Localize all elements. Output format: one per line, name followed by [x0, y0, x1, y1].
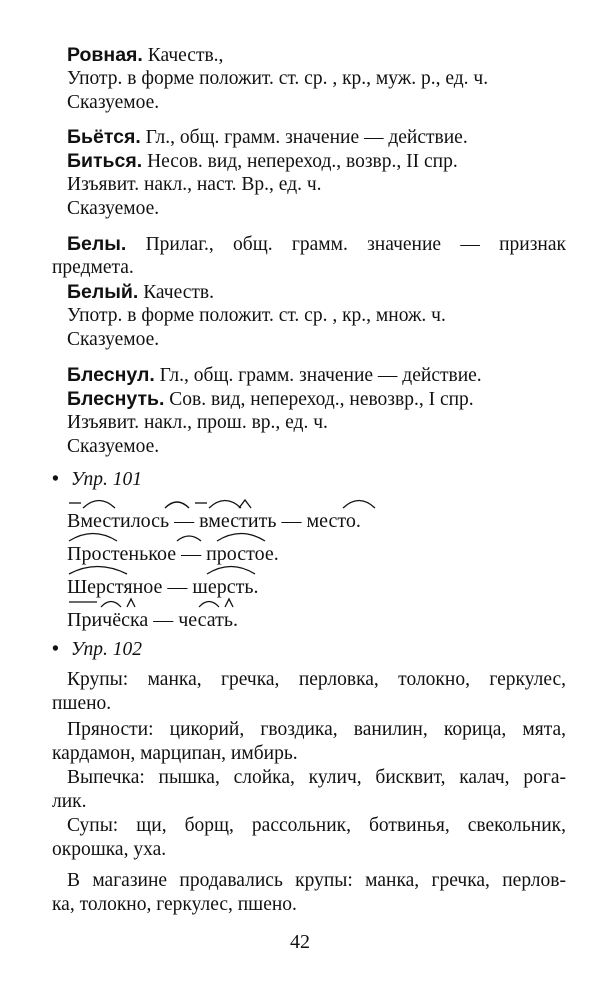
- entry-headword: Блеснуть.: [67, 388, 165, 410]
- paragraph-line: Выпечка: пышка, слойка, кулич, бисквит, калач, рога-: [67, 767, 566, 788]
- entry-headword: Ровная.: [67, 44, 143, 66]
- paragraph-line: кардамон, марципан, имбирь.: [52, 743, 298, 764]
- entry-line: Сказуемое.: [67, 329, 160, 350]
- paragraph-line: В магазине продавались крупы: манка, гречка, перлов-: [67, 870, 566, 891]
- entry-headword: Бьётся.: [67, 126, 141, 148]
- paragraph-line: пшено.: [52, 693, 112, 714]
- entry-line: Употр. в форме положит. ст. ср. , кр., муж. р., ед. ч.: [67, 68, 489, 89]
- entry-line: Сказуемое.: [67, 436, 160, 457]
- entry-line: Ровная. Качеств.,: [67, 44, 224, 66]
- exercise-101-heading: [52, 468, 142, 492]
- entry-line: Сказуемое.: [67, 92, 160, 113]
- paragraph-line: ка, толокно, геркулес, пшено.: [52, 894, 297, 915]
- exercise-line: Причёска — чесать.: [67, 609, 239, 631]
- entry-line: Белый. Качеств.: [67, 281, 215, 303]
- bullet-icon: •: [52, 469, 59, 490]
- paragraph-line: лик.: [52, 791, 87, 812]
- morpheme-marks: [67, 528, 327, 542]
- morpheme-marks: [67, 594, 327, 608]
- paragraph-line: Супы: щи, борщ, рассольник, ботвинья, свекольник,: [67, 815, 566, 836]
- entry-line: Белы. Прилаг., общ. грамм. значение — признак: [67, 233, 566, 255]
- entry-line: Изъявит. накл., прош. вр., ед. ч.: [67, 412, 328, 433]
- entry-line: Биться. Несов. вид, непереход., возвр., II спр.: [67, 150, 458, 172]
- paragraph-line: Пряности: цикорий, гвоздика, ванилин, корица, мята,: [67, 719, 566, 740]
- morpheme-marks: [67, 495, 407, 509]
- exercise-line: Шерстяное — шерсть.: [67, 576, 259, 598]
- exercise-line: Вместилось — вместить — место.: [67, 510, 361, 532]
- exercise-title: Упр. 101: [70, 469, 142, 490]
- exercise-line: Простенькое — простое.: [67, 543, 279, 565]
- entry-line: Блеснуть. Сов. вид, непереход., невозвр., I спр.: [67, 388, 474, 410]
- entry-headword: Биться.: [67, 150, 143, 172]
- entry-line: предмета.: [52, 257, 134, 278]
- exercise-title: Упр. 102: [70, 639, 142, 660]
- entry-line: Употр. в форме положит. ст. ср. , кр., множ. ч.: [67, 305, 446, 326]
- entry-headword: Блеснул.: [67, 364, 155, 386]
- entry-line: Блеснул. Гл., общ. грамм. значение — действие.: [67, 364, 482, 386]
- bullet-icon: •: [52, 639, 59, 660]
- entry-headword: Белый.: [67, 281, 139, 303]
- paragraph-line: Крупы: манка, гречка, перловка, толокно, геркулес,: [67, 669, 566, 690]
- page-number: 42: [290, 931, 310, 953]
- paragraph-line: окрошка, уха.: [52, 839, 167, 860]
- exercise-102-heading: [52, 638, 142, 662]
- entry-line: Бьётся. Гл., общ. грамм. значение — действие.: [67, 126, 468, 148]
- entry-line: Сказуемое.: [67, 198, 160, 219]
- entry-headword: Белы.: [67, 233, 127, 255]
- entry-line: Изъявит. накл., наст. Вр., ед. ч.: [67, 174, 322, 195]
- morpheme-line: [67, 608, 238, 632]
- morpheme-marks: [67, 561, 327, 575]
